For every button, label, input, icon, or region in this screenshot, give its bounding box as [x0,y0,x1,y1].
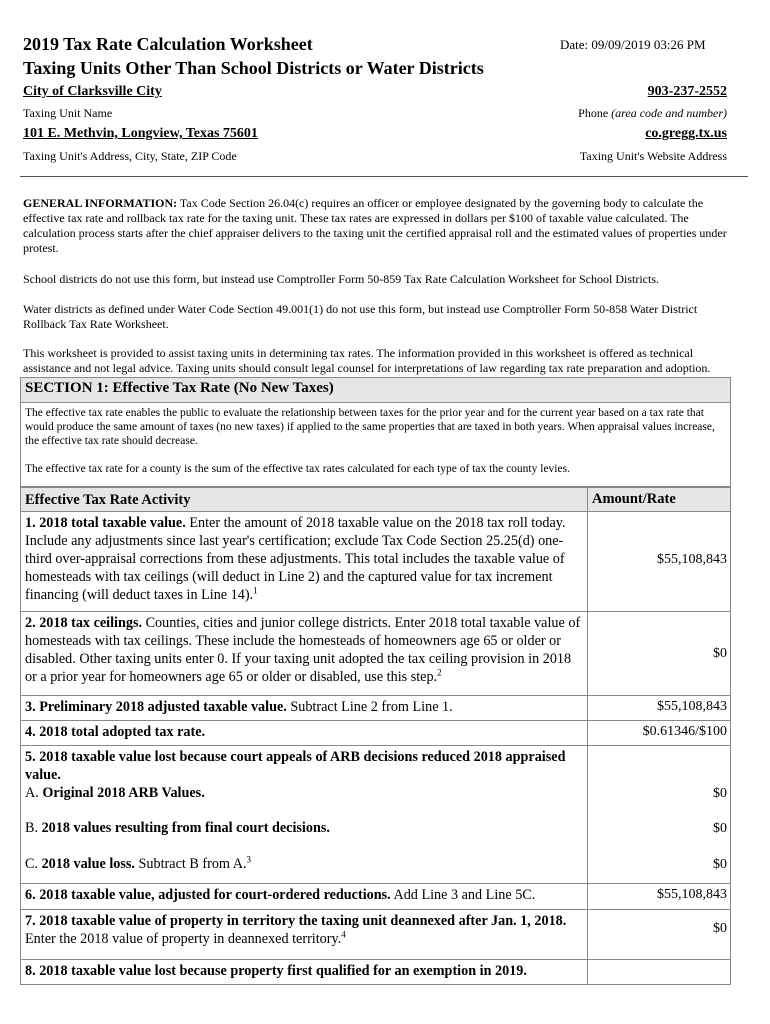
line-5c-heading: 2018 value loss. [41,856,135,872]
table-row-line-4 [20,721,731,746]
line-6-value: $55,108,843 [657,887,727,902]
line-5a-prefix: A. [25,785,43,801]
line-6-description [21,884,588,909]
line-7-value-cell [588,910,730,959]
taxing-unit-address: 101 E. Methvin, Longview, Texas 75601 [23,126,258,141]
line-5-description [21,746,588,883]
worksheet-subtitle: Taxing Units Other Than School Districts or Water Districts [23,58,484,78]
line-5c-text: Subtract B from A. [134,856,247,872]
phone-label-text: Phone [578,106,612,120]
footnote-ref: 4 [341,929,346,940]
line-5b-heading: 2018 values resulting from final court decisions. [41,820,330,836]
footnote-ref: 1 [253,585,258,596]
taxing-unit-website[interactable]: co.gregg.tx.us [645,126,727,141]
section-1-intro-text: The effective tax rate enables the public to evaluate the relationship between taxes for the prior year and for the current year based on a tax rate that would produce the same amount of taxes (no new taxes) if applied to the same properties that are taxed in both years. When appraisal values increase, the effective tax rate should decrease. [25,407,715,447]
line-6-value-cell [588,884,730,909]
footnote-ref: 2 [437,667,442,678]
worksheet-title: 2019 Tax Rate Calculation Worksheet [23,34,313,54]
general-info-paragraph [23,196,741,256]
general-info-text: Tax Code Section 26.04(c) requires an officer or employee designated by the governing body to calculate the effective tax rate and rollback tax rate for the taxing unit. These tax rates are expressed in dollars per $100 of taxable value calculated. The calculation process starts after the chief appraiser delivers to the taxing unit the certified appraisal roll and the estimated values of properties under protest. [23,196,727,255]
column-header-activity: Effective Tax Rate Activity [21,488,588,511]
line-5a-heading: Original 2018 ARB Values. [42,785,205,801]
worksheet-disclaimer: This worksheet is provided to assist taxing units in determining tax rates. The information provided in this worksheet is offered as technical assistance and not legal advice. Taxing units should consult legal counsel for interpretations of law regarding tax rate preparation and adoption. [23,346,711,375]
section-1-county-note: The effective tax rate for a county is the sum of the effective tax rates calculated for each type of tax the county levies. [25,463,570,475]
line-2-description [21,612,588,695]
line-4-value-cell [588,721,730,745]
line-4-value: $0.61346/$100 [642,724,727,739]
line-5-heading: 5. 2018 taxable value lost because court appeals of ARB decisions reduced 2018 appraised value. [25,749,566,783]
line-2-value-cell [588,612,730,695]
line-5b-label [25,819,330,837]
general-info-lead: GENERAL INFORMATION: [23,196,178,210]
taxing-unit-name-label: Taxing Unit Name [23,106,113,120]
line-5b-prefix: B. [25,820,42,836]
line-5a-value: $0 [713,786,727,801]
phone-label-hint: (area code and number) [611,106,727,120]
table-row-line-5 [20,746,731,884]
line-6-heading: 6. 2018 taxable value, adjusted for court-ordered reductions. [25,887,391,903]
line-8-heading: 8. 2018 taxable value lost because property first qualified for an exemption in 2019. [25,963,527,979]
water-district-note: Water districts as defined under Water Code Section 49.001(1) do not use this form, but instead use Comptroller Form 50-858 Water District Rollback Tax Rate Worksheet. [23,302,698,331]
line-1-description [21,512,588,611]
line-7-value: $0 [713,921,727,936]
date-stamp: Date: 09/09/2019 03:26 PM [560,37,706,52]
line-7-description [21,910,588,959]
line-5b-value: $0 [713,821,727,836]
line-1-heading: 1. 2018 total taxable value. [25,515,186,531]
line-5-value-cell [588,746,730,883]
table-row-line-1 [20,512,731,612]
table-row-line-7 [20,910,731,960]
taxing-unit-name: City of Clarksville City [23,84,162,99]
phone-label [578,106,727,121]
line-5a-label [25,784,205,802]
line-3-description [21,696,588,720]
line-3-text: Subtract Line 2 from Line 1. [286,699,453,715]
line-1-value: $55,108,843 [657,552,727,567]
line-4-heading: 4. 2018 total adopted tax rate. [25,724,206,740]
section-1-title: SECTION 1: Effective Tax Rate (No New Taxes) [20,377,731,403]
line-1-text: Enter the amount of 2018 taxable value on the 2018 tax roll today. Include any adjustments since last year's certification; exclude Tax Code Section 25.25(d) one-third over-appraisal corrections from these adjustments. This total includes the taxable value of homesteads with tax ceilings (will deduct in Line 2) and the captured value for tax increment financing (will deduct taxes in Line 14). [25,515,566,603]
line-3-value-cell [588,696,730,720]
table-row-line-2 [20,612,731,696]
table-row-line-3 [20,696,731,721]
line-3-heading: 3. Preliminary 2018 adjusted taxable value. [25,699,287,715]
school-district-note: School districts do not use this form, but instead use Comptroller Form 50-859 Tax Rate Calculation Worksheet for School Districts. [23,272,660,286]
line-8-value-cell [588,960,730,984]
line-2-value: $0 [713,646,727,661]
footnote-ref: 3 [246,854,252,865]
line-2-text: Counties, cities and junior college districts. Enter 2018 total taxable value of homesteads with tax ceilings. These include the homesteads of homeowners age 65 or older or disabled. Other taxing units enter 0. If your taxing unit adopted the tax ceiling provision in 2018 or a prior year for homeowners age 65 or older or disabled, use this step. [25,615,581,685]
taxing-unit-website-label: Taxing Unit's Website Address [579,149,727,163]
line-3-value: $55,108,843 [657,699,727,714]
line-1-value-cell [588,512,730,611]
line-4-description [21,721,588,745]
section-1-intro [20,403,731,487]
line-6-text: Add Line 3 and Line 5C. [390,887,536,903]
line-5c-label [25,855,251,873]
phone-number: 903-237-2552 [647,84,727,99]
line-5c-value: $0 [713,857,727,872]
table-row-line-6 [20,884,731,910]
line-7-heading: 7. 2018 taxable value of property in territory the taxing unit deannexed after Jan. 1, 2018. [25,913,567,929]
column-header-amount: Amount/Rate [592,491,676,507]
header-divider [20,176,748,177]
table-header-row [20,487,731,512]
line-7-text: Enter the 2018 value of property in deannexed territory. [25,931,342,947]
taxing-unit-address-label: Taxing Unit's Address, City, State, ZIP Code [23,149,237,163]
table-row-line-8 [20,960,731,985]
line-8-description [21,960,588,984]
line-2-heading: 2. 2018 tax ceilings. [25,615,143,631]
line-5c-prefix: C. [25,856,42,872]
